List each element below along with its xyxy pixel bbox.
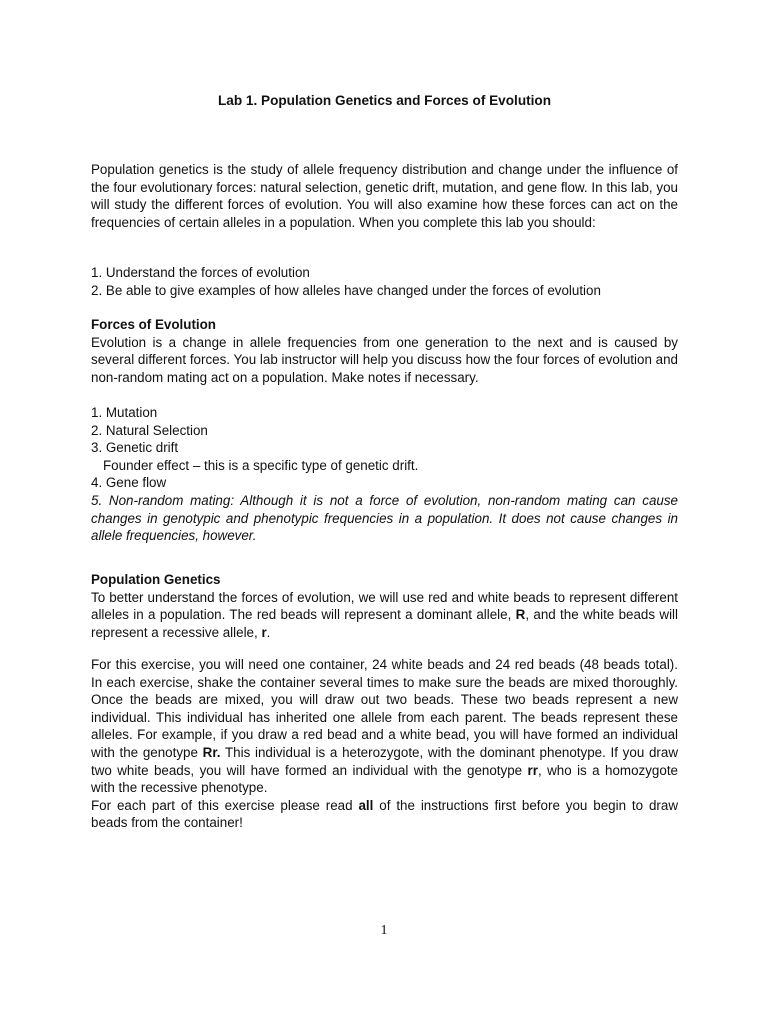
- population-genetics-section: [91, 571, 678, 641]
- forces-list: [91, 404, 678, 492]
- genotype-rr-label: rr: [527, 762, 538, 778]
- force-item: 2. Natural Selection: [91, 422, 208, 438]
- forces-body: Evolution is a change in allele frequencies from one generation to the next and is caused by several different forces. You lab instructor will help you discuss how the four forces of evolution and non-random mating act on a population. Make notes if necessary.: [91, 334, 678, 385]
- intro-paragraph: Population genetics is the study of allele frequency distribution and change under the influence of the four evolutionary forces: natural selection, genetic drift, mutation, and gene flow. In this lab, you will study the different forces of evolution. You will also examine how these forces can act on the frequencies of certain alleles in a population. When you complete this lab you should:: [91, 162, 678, 230]
- exercise-instructions: For each part of this exercise please read all of the instructions first before you begin to draw beads from the container!: [91, 797, 679, 831]
- population-genetics-heading: Population Genetics: [91, 572, 221, 587]
- exercise-paragraph: For this exercise, you will need one container, 24 white beads and 24 red beads (48 beads total). In each exercise, shake the container several times to make sure the beads are mixed thoroughly. Once the beads are mixed, you will draw out two beads. These two beads represent a new individual. This individual has inherited one allele from each parent. The beads represent these alleles. For example, if you draw a red bead and a white bead, you will have formed an individual with the genotype Rr. This individual is a heterozygote, with the dominant phenotype. If you draw two white beads, you will have formed an individual with the genotype rr, who is a homozygote with the recessive phenotype.: [91, 657, 678, 796]
- page-title: Lab 1. Population Genetics and Forces of Evolution: [217, 93, 552, 108]
- all-emphasis: all: [358, 797, 374, 813]
- force-item: 4. Gene flow: [91, 475, 167, 491]
- non-random-mating-note: 5. Non-random mating: Although it is not a force of evolution, non-random mating can cause changes in genotypic and phenotypic frequencies in a population. It does not cause changes in allele frequencies, however.: [91, 492, 678, 544]
- allele-r-label: r: [261, 624, 267, 640]
- page-number: 1: [380, 923, 388, 938]
- force-item: 3. Genetic drift: [91, 440, 179, 456]
- forces-heading: Forces of Evolution: [91, 317, 216, 332]
- objective-item: 1. Understand the forces of evolution: [91, 265, 310, 280]
- exercise-section: [91, 656, 678, 832]
- force-subitem: Founder effect – this is a specific type of genetic drift.: [103, 457, 419, 473]
- genotype-Rr-label: Rr.: [202, 744, 221, 760]
- objectives-list: [91, 264, 678, 299]
- forces-section: [91, 316, 678, 545]
- population-genetics-body: To better understand the forces of evolution, we will use red and white beads to represent different alleles in a population. The red beads will represent a dominant allele, R, and the white beads will represent a recessive allele, r.: [91, 589, 678, 640]
- objective-item: 2. Be able to give examples of how alleles have changed under the forces of evolution: [91, 282, 601, 298]
- force-item: 1. Mutation: [91, 404, 158, 420]
- allele-R-label: R: [515, 607, 526, 623]
